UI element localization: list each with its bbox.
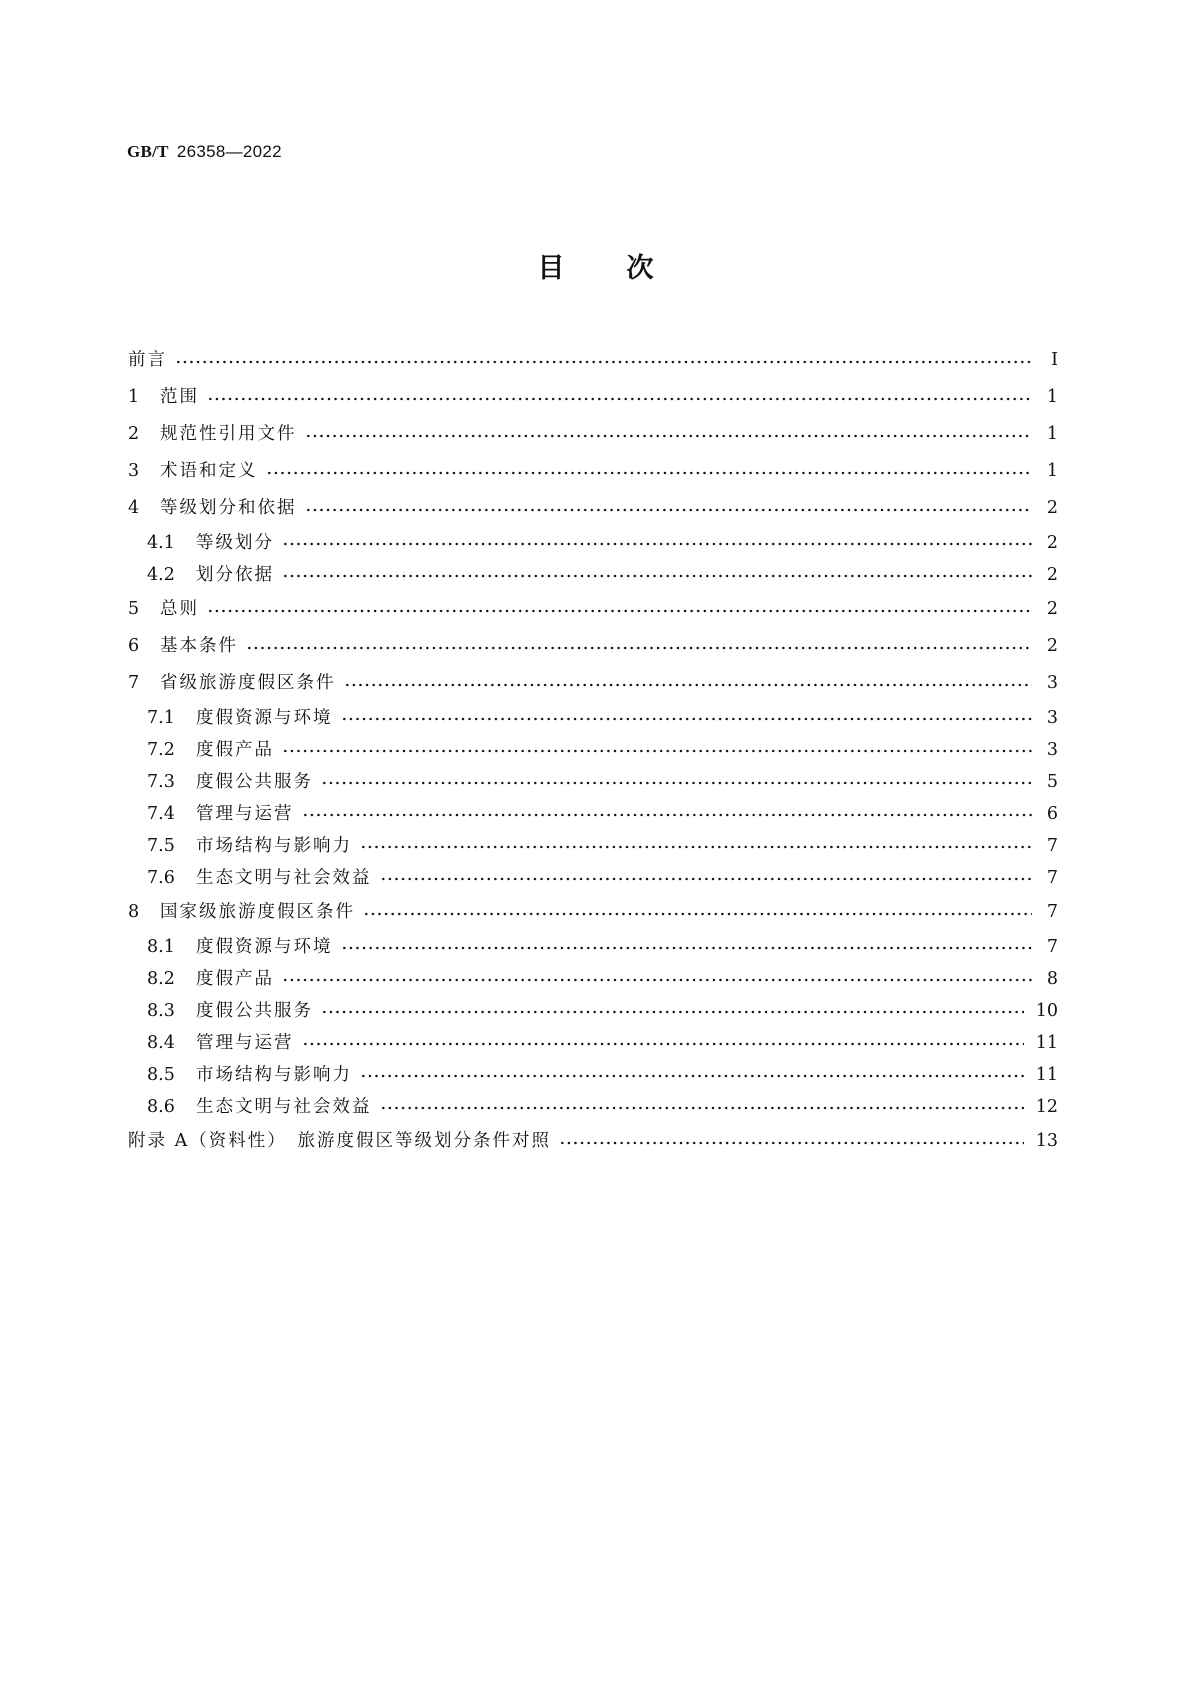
toc-entry-label: 度假产品 <box>196 969 274 989</box>
toc-entry-page: 3 <box>1046 740 1058 760</box>
toc-subentry[interactable] <box>128 702 1058 734</box>
toc-entry-number: 7.2 <box>147 740 175 760</box>
dot-leader <box>266 463 1033 481</box>
dot-leader <box>321 1002 1024 1020</box>
toc-entry-label: 总则 <box>160 599 199 619</box>
standard-number: 26358—2022 <box>176 142 282 161</box>
toc-entry-number: 3 <box>128 461 140 481</box>
toc-entry-label: 等级划分 <box>196 533 274 553</box>
toc-subentry[interactable] <box>128 734 1058 766</box>
toc-entry-page: 11 <box>1035 1065 1058 1085</box>
dot-leader <box>360 1066 1024 1084</box>
toc-entry-number: 7 <box>128 673 140 693</box>
toc-entry-number: 5 <box>128 599 140 619</box>
toc-entry-number: 8.5 <box>147 1065 175 1085</box>
title-char-2: 次 <box>626 253 654 284</box>
toc-entry-number: 1 <box>128 387 140 407</box>
toc-subentry[interactable] <box>128 963 1058 995</box>
toc-entry-number: 4 <box>128 498 140 518</box>
toc-entry[interactable] <box>128 416 1058 453</box>
toc-entry-label: 市场结构与影响力 <box>196 836 352 856</box>
table-of-contents <box>128 342 1058 1160</box>
toc-entry-label: 术语和定义 <box>160 461 258 481</box>
dot-leader <box>207 601 1032 619</box>
toc-entry-appendix-a[interactable] <box>128 1123 1058 1160</box>
toc-entry-label: 基本条件 <box>160 636 238 656</box>
toc-entry-page: 2 <box>1046 498 1058 518</box>
toc-entry[interactable] <box>128 665 1058 702</box>
toc-entry-label: 度假资源与环境 <box>196 937 333 957</box>
title-char-1: 目 <box>537 253 565 284</box>
toc-entry-label: 规范性引用文件 <box>160 424 297 444</box>
toc-subentry[interactable] <box>128 798 1058 830</box>
dot-leader <box>380 869 1033 887</box>
toc-entry-number: 8.2 <box>147 969 175 989</box>
toc-subentry[interactable] <box>128 830 1058 862</box>
toc-entry-number: 6 <box>128 636 140 656</box>
toc-entry-number: 8.4 <box>147 1033 175 1053</box>
toc-entry[interactable] <box>128 379 1058 416</box>
dot-leader <box>282 741 1032 759</box>
toc-entry-page: 7 <box>1046 902 1058 922</box>
toc-entry-label: 度假公共服务 <box>196 772 313 792</box>
toc-entry-label: 管理与运营 <box>196 1033 294 1053</box>
toc-subentry[interactable] <box>128 862 1058 894</box>
dot-leader <box>321 773 1032 791</box>
toc-entry-page: 13 <box>1035 1131 1058 1151</box>
toc-entry-label: 附录 A（资料性） 旅游度假区等级划分条件对照 <box>128 1131 551 1151</box>
dot-leader <box>344 675 1033 693</box>
toc-entry-page: 7 <box>1046 868 1058 888</box>
dot-leader <box>363 904 1032 922</box>
toc-entry-number: 2 <box>128 424 140 444</box>
dot-leader <box>282 534 1032 552</box>
toc-entry-label: 管理与运营 <box>196 804 294 824</box>
toc-entry-page: 7 <box>1046 836 1058 856</box>
toc-entry-page: 2 <box>1046 636 1058 656</box>
toc-entry-page: 5 <box>1046 772 1058 792</box>
toc-entry-page: 10 <box>1035 1001 1058 1021</box>
toc-entry-number: 7.1 <box>147 708 175 728</box>
toc-subentry[interactable] <box>128 931 1058 963</box>
toc-entry-page: 2 <box>1046 599 1058 619</box>
dot-leader <box>246 638 1032 656</box>
toc-entry[interactable] <box>128 453 1058 490</box>
toc-entry-label: 生态文明与社会效益 <box>196 1097 372 1117</box>
toc-entry-page: 7 <box>1046 937 1058 957</box>
toc-entry-label: 划分依据 <box>196 565 274 585</box>
toc-subentry[interactable] <box>128 1059 1058 1091</box>
dot-leader <box>305 426 1033 444</box>
toc-entry-number: 7.5 <box>147 836 175 856</box>
toc-entry-label: 省级旅游度假区条件 <box>160 673 336 693</box>
standard-code-header <box>127 142 282 162</box>
toc-entry-page: 2 <box>1046 533 1058 553</box>
toc-entry-label: 国家级旅游度假区条件 <box>160 902 355 922</box>
dot-leader <box>282 566 1032 584</box>
toc-entry-label: 范围 <box>160 387 199 407</box>
toc-entry-label: 生态文明与社会效益 <box>196 868 372 888</box>
toc-entry-page: 6 <box>1046 804 1058 824</box>
toc-entry-number: 7.6 <box>147 868 175 888</box>
toc-entry-number: 8.6 <box>147 1097 175 1117</box>
toc-entry-number: 4.1 <box>147 533 175 553</box>
dot-leader <box>207 389 1032 407</box>
dot-leader <box>341 938 1033 956</box>
toc-subentry[interactable] <box>128 527 1058 559</box>
toc-entry-label: 度假资源与环境 <box>196 708 333 728</box>
toc-entry-page: 2 <box>1046 565 1058 585</box>
toc-entry-page: 1 <box>1046 424 1058 444</box>
toc-subentry[interactable] <box>128 766 1058 798</box>
toc-entry-label: 等级划分和依据 <box>160 498 297 518</box>
toc-subentry[interactable] <box>128 559 1058 591</box>
toc-subentry[interactable] <box>128 995 1058 1027</box>
toc-entry-foreword[interactable] <box>128 342 1058 379</box>
dot-leader <box>360 837 1032 855</box>
dot-leader <box>302 805 1033 823</box>
dot-leader <box>559 1133 1024 1151</box>
dot-leader <box>282 970 1032 988</box>
toc-entry-page: Ⅰ <box>1051 350 1058 370</box>
toc-entry-number: 7.3 <box>147 772 175 792</box>
dot-leader <box>305 500 1033 518</box>
standard-prefix: GB/T <box>127 142 169 161</box>
dot-leader <box>302 1034 1024 1052</box>
toc-entry-number: 8.3 <box>147 1001 175 1021</box>
toc-entry-page: 11 <box>1035 1033 1058 1053</box>
toc-entry-page: 1 <box>1046 461 1058 481</box>
toc-entry[interactable] <box>128 628 1058 665</box>
toc-entry-label: 度假产品 <box>196 740 274 760</box>
toc-entry-label: 前言 <box>128 350 167 370</box>
toc-subentry[interactable] <box>128 1091 1058 1123</box>
toc-entry-number: 8 <box>128 902 140 922</box>
toc-entry[interactable] <box>128 490 1058 527</box>
dot-leader <box>380 1098 1024 1116</box>
toc-entry-page: 3 <box>1046 673 1058 693</box>
toc-entry-page: 1 <box>1046 387 1058 407</box>
toc-entry-page: 8 <box>1046 969 1058 989</box>
toc-entry-label: 市场结构与影响力 <box>196 1065 352 1085</box>
toc-subentry[interactable] <box>128 1027 1058 1059</box>
toc-entry-page: 12 <box>1035 1097 1058 1117</box>
toc-entry-label: 度假公共服务 <box>196 1001 313 1021</box>
toc-entry-number: 4.2 <box>147 565 175 585</box>
toc-entry-number: 8.1 <box>147 937 175 957</box>
toc-entry[interactable] <box>128 591 1058 628</box>
toc-entry[interactable] <box>128 894 1058 931</box>
toc-entry-page: 3 <box>1046 708 1058 728</box>
dot-leader <box>175 352 1032 370</box>
page-title <box>0 246 1191 285</box>
dot-leader <box>341 709 1033 727</box>
toc-entry-number: 7.4 <box>147 804 175 824</box>
